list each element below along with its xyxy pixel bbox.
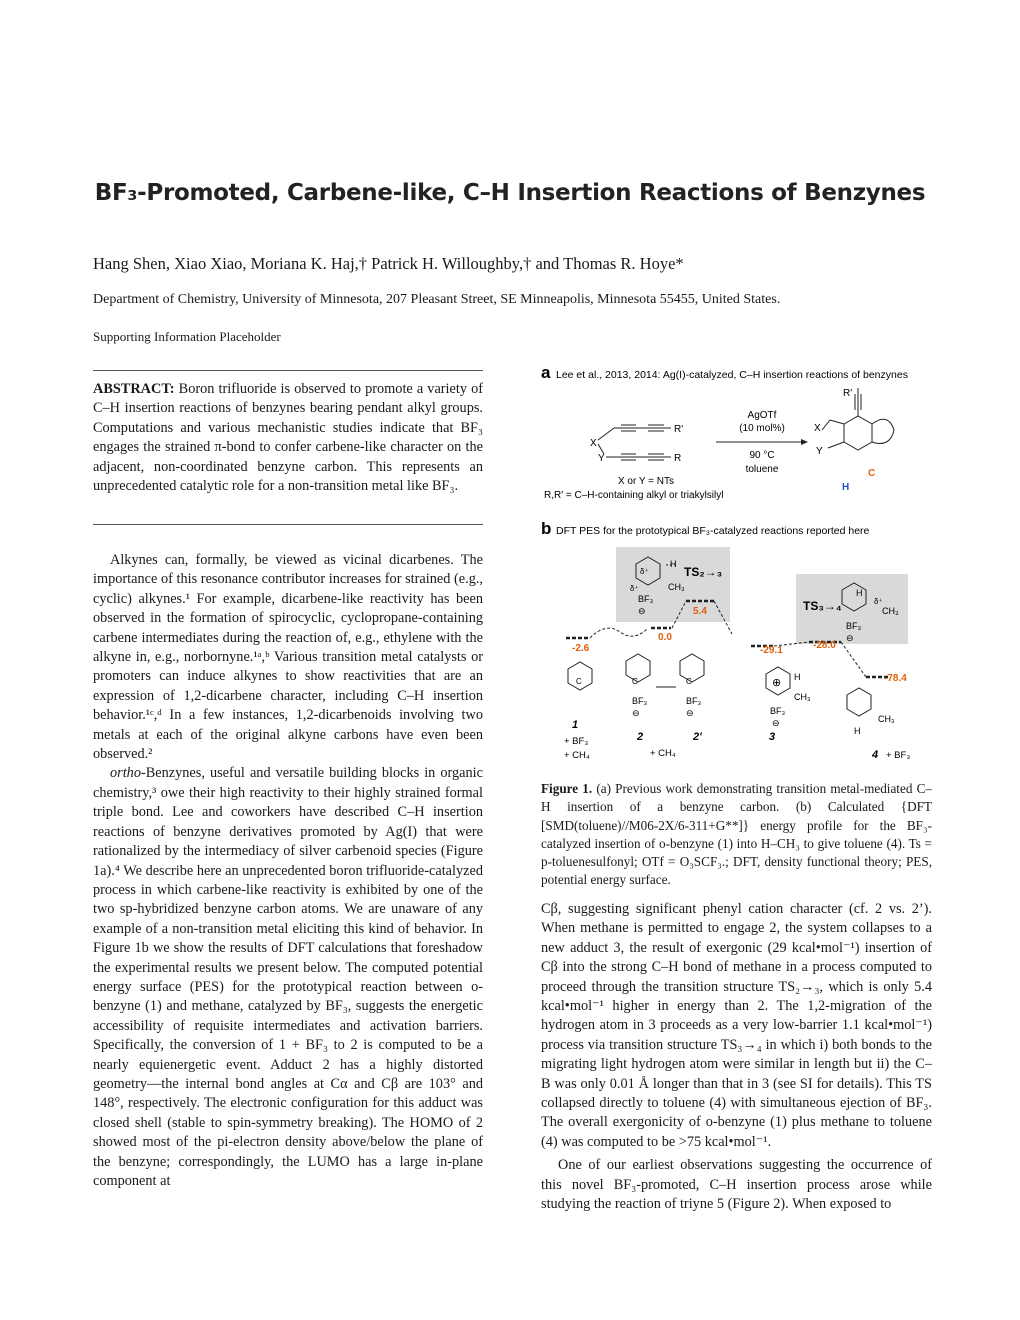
ts34-label: TS₃→₄	[803, 599, 842, 613]
abstract-bottom-rule	[93, 524, 483, 525]
figure-caption	[541, 780, 932, 890]
svg-text:H: H	[842, 482, 850, 493]
svg-text:BF₃: BF₃	[846, 621, 862, 631]
ts23-label: TS₂→₃	[684, 565, 723, 579]
svg-text:+ CH₄: + CH₄	[564, 750, 590, 761]
intermediate-structures	[568, 654, 871, 716]
caption-text: (a) Previous work demonstrating transition metal-mediated C–H insertion of a benzyne carbon. (b) Calculated {DFT [SMD(toluene)//M06-2X/6-311+G**]} energy profile for the BF₃-catalyzed insertion of o-benzyne (1) into H–CH₃ to give toluene (4). Ts = p-toluenesulfonyl; OTf = O₃SCF₃.; DFT, density functional theory; PES, potential energy surface.	[541, 781, 932, 888]
svg-text:+ CH₄: + CH₄	[650, 748, 676, 759]
svg-text:H: H	[854, 726, 861, 736]
panel-b-heading: DFT PES for the prototypical BF₃-catalyzed reactions reported here	[556, 525, 870, 537]
svg-text:+ BF₃: + BF₃	[886, 750, 911, 761]
abstract-label: ABSTRACT:	[93, 381, 175, 397]
svg-text:CH₃: CH₃	[878, 714, 895, 724]
svg-text:CH₃: CH₃	[882, 606, 899, 616]
svg-text:⊖: ⊖	[686, 708, 694, 718]
supporting-info: Supporting Information Placeholder	[93, 329, 281, 344]
svg-text:BF₃: BF₃	[632, 696, 648, 706]
svg-text:Y: Y	[816, 446, 823, 457]
svg-text:CH₃: CH₃	[668, 582, 685, 592]
caption-label: Figure 1.	[541, 781, 593, 796]
svg-text:H: H	[856, 588, 863, 598]
indoline-product	[822, 388, 894, 450]
svg-text:R': R'	[674, 424, 684, 435]
svg-text:⊖: ⊖	[772, 718, 780, 728]
svg-text:X: X	[814, 423, 821, 434]
label-3: 3	[769, 731, 776, 743]
svg-text:R: R	[674, 453, 682, 464]
svg-text:δ⁺: δ⁺	[640, 567, 649, 576]
affiliation: Department of Chemistry, University of Minnesota, 207 Pleasant Street, SE Minneapolis, Minnesota 55455, United States.	[93, 292, 781, 307]
svg-text:BF₃: BF₃	[638, 594, 654, 604]
paper-title: BF₃-Promoted, Carbene-like, C–H Insertion Reactions of Benzynes	[94, 180, 926, 206]
abstract-top-rule	[93, 370, 483, 371]
svg-text:BF₃: BF₃	[770, 706, 786, 716]
right-column	[541, 900, 932, 1215]
r-definition: R,R' = C–H-containing alkyl or triakylsilyl	[544, 490, 724, 501]
panel-b-letter: b	[541, 519, 552, 538]
label-2prime: 2'	[693, 731, 702, 743]
figure-1	[536, 364, 936, 774]
left-paragraph-2	[93, 764, 483, 1191]
svg-text:⊕: ⊕	[772, 677, 782, 689]
reagent-agotf: AgOTf	[747, 410, 777, 421]
reagent-loading: (10 mol%)	[739, 423, 785, 434]
svg-text:Y: Y	[598, 453, 605, 464]
label-2: 2	[637, 731, 644, 743]
svg-text:⊖: ⊖	[638, 606, 646, 616]
energy-ts23: 5.4	[693, 606, 707, 617]
right-paragraph-1: Cβ, suggesting significant phenyl cation character (cf. 2 vs. 2’). When methane is permitted to engage 2, the system collapses to a new adduct 3, the result of exergonic (29 kcal•mol⁻¹) insertion of Cβ into the strong C–H bond of methane in a process computed to proceed through the transition structure TS₂→₃, which is only 5.4 kcal•mol⁻¹ higher in energy than 2. The 1,2-migration of the hydrogen atom in 3 proceeds as a very low-barrier 1.1 kcal•mol⁻¹) process via transition structure TS₃→₄ in which i) both bonds to the migrating light hydrogen atom were similar in length but ii) the C–B was only 0.01 Å longer than that in 3 (see SI for details). This TS collapsed directly to toluene (4) with simultaneous ejection of BF₃. The overall exergonicity of o-benzyne (1) plus methane to toluene (4) was computed to be >75 kcal•mol⁻¹.	[541, 901, 932, 1150]
svg-text:X: X	[590, 438, 597, 449]
svg-text:δ⁺: δ⁺	[630, 584, 639, 593]
xy-definition: X or Y = NTs	[617, 476, 675, 487]
right-paragraph-2: One of our earliest observations suggesting the occurrence of this novel BF₃-promoted, C–H insertion process arose while studying the reaction of triyne 5 (Figure 2). When exposed to	[541, 1157, 932, 1213]
svg-text:C: C	[632, 677, 638, 686]
energy-1: -2.6	[572, 643, 590, 654]
energy-ts34: -28.0	[813, 640, 836, 651]
svg-text:⊖: ⊖	[632, 708, 640, 718]
svg-text:⊖: ⊖	[846, 633, 854, 643]
svg-text:C: C	[686, 677, 692, 686]
svg-text:BF₃: BF₃	[686, 696, 702, 706]
solvent: toluene	[745, 464, 779, 475]
label-4: 4	[872, 749, 879, 761]
temperature: 90 °C	[749, 450, 775, 461]
energy-4: -78.4	[884, 673, 907, 684]
svg-text:+ BF₃: + BF₃	[564, 736, 589, 747]
left-paragraph-2-text: -Benzynes, useful and versatile building blocks in organic chemistry,³ owe their high reactivity to their highly strained formal triple bond. Lee and coworkers have described C–H insertion reactions of benzyne derivatives promoted by Ag(I) that were rationalized by the intermediacy of silver carbenoid species (Figure 1a).⁴ We describe here an unprecedented boron trifluoride-catalyzed process in which carbene-like reactivity is exhibited by one of the two sp-hybridized benzyne carbon atoms. We are unaware of any example of a non-transition metal eliciting this kind of behavior. In Figure 1b we show the results of DFT calculations that foreshadow the experimental results we present below. The computed potential energy surface (PES) for the prototypical reaction between o-benzyne (1) and methane, catalyzed by BF₃, suggests the energetic accessibility of requisite intermediates and activation barriers. Specifically, the conversion of 1 + BF₃ to 2 is computed to be a nearly equienergetic event. Adduct 2 has a highly distorted geometry—the internal bond angles at Cα and Cβ are 103° and 148°, respectively. The electronic configuration for this adduct was closed shell (stable to spin-symmetry breaking). The HOMO of 2 showed most of the pi-electron density above/below the plane of the benzyne; correspondingly, the LUMO has a large in-plane component at	[93, 765, 483, 1189]
label-1: 1	[572, 719, 579, 731]
panel-a-heading: Lee et al., 2013, 2014: Ag(I)-catalyzed, C–H insertion reactions of benzynes	[556, 369, 908, 381]
svg-text:CH₃: CH₃	[794, 692, 811, 702]
svg-text:C: C	[868, 468, 876, 479]
energy-2: 0.0	[658, 632, 672, 643]
svg-text:δ⁺: δ⁺	[874, 597, 883, 606]
left-paragraph-1: Alkynes can, formally, be viewed as vicinal dicarbenes. The importance of this resonance contributor increases for strained (e.g., cyclic) alkynes.¹ For example, dicarbene-like reactivity has been observed in the formation of spirocyclic, cyclopropane-containing carbene intermediates during the reaction of, e.g., ethylene with the alkyne in, e.g., norbornyne.¹ᵃ,ᵇ Various transition metal catalysts or promoters can induce alkynes to show reactivities that are an expression of 1,2-dicarbene character, including C–H insertion behavior.¹ᶜ,ᵈ In a few instances, 1,2-dicarbenoids involving two metals at each of the original alkyne carbons have even been observed.²	[93, 552, 483, 763]
author-list: Hang Shen, Xiao Xiao, Moriana K. Haj,† Patrick H. Willoughby,† and Thomas R. Hoye*	[93, 254, 684, 273]
svg-text:H: H	[670, 559, 677, 569]
svg-text:H: H	[794, 672, 801, 682]
ortho-italic: ortho	[110, 765, 141, 782]
panel-a-letter: a	[541, 364, 551, 382]
triyne-reactant	[598, 425, 671, 460]
svg-text:R': R'	[843, 388, 853, 399]
svg-text:C: C	[576, 677, 582, 686]
abstract	[93, 380, 483, 496]
abstract-text: Boron trifluoride is observed to promote a variety of C–H insertion reactions of benzynes bearing pendant alkyl groups. Computations and various mechanistic studies indicate that BF₃ engages the strained π-bond to confer carbene-like character on the adjacent, non-coordinated benzyne carbon. This represents an unprecedented catalytic role for a non-transition metal like BF₃.	[93, 381, 483, 495]
left-column	[93, 551, 483, 1191]
energy-3: -29.1	[760, 645, 783, 656]
